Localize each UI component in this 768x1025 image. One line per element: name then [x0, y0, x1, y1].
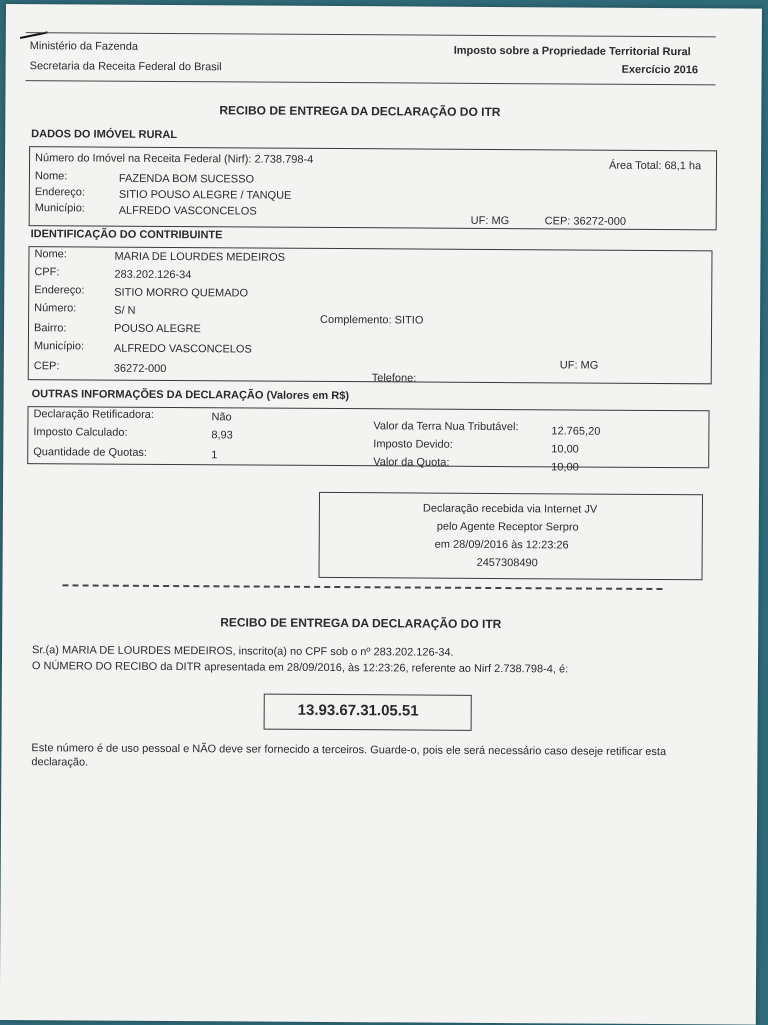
- taxpayer-name-label: Nome:: [34, 248, 67, 261]
- cut-line: [62, 584, 662, 590]
- taxpayer-number-label: Número:: [34, 302, 77, 315]
- property-section-title: DADOS DO IMÓVEL RURAL: [31, 128, 178, 142]
- property-cep: CEP: 36272-000: [544, 215, 627, 228]
- receipt-text-1: Sr.(a) MARIA DE LOURDES MEDEIROS, inscrito(a) no CPF sob o nº 283.202.126-34.: [32, 644, 454, 659]
- receipt-number: 13.93.67.31.05.51: [297, 701, 419, 720]
- taxpayer-address-value: SITIO MORRO QUEMADO: [114, 286, 249, 300]
- taxpayer-cep-label: CEP:: [33, 360, 60, 373]
- tax-name: Imposto sobre a Propriedade Territorial Rural: [453, 44, 691, 59]
- notice-line-2: declaração.: [31, 756, 89, 769]
- property-address-value: SITIO POUSO ALEGRE / TANQUE: [118, 188, 292, 202]
- taxpayer-cpf-label: CPF:: [34, 266, 60, 279]
- document-page: [0, 4, 762, 1025]
- property-address-label: Endereço:: [34, 186, 86, 199]
- secretariat-name: Secretaria da Receita Federal do Brasil: [29, 60, 222, 74]
- exercise-year: Exercício 2016: [621, 63, 699, 77]
- property-city-label: Município:: [34, 202, 85, 215]
- taxpayer-cep-value: 36272-000: [113, 362, 167, 375]
- rectifying-value: Não: [211, 411, 232, 424]
- quota-value-value: 10,00: [551, 461, 579, 474]
- taxpayer-city-label: Município:: [33, 340, 85, 353]
- reception-line-1: Declaração recebida via Internet JV: [422, 502, 598, 516]
- header-top-rule: [26, 32, 716, 37]
- receipt-text-2: O NÚMERO DO RECIBO da DITR apresentada em 28/09/2016, às 12:23:26, referente ao Nirf 2.738.798-4, é:: [31, 660, 569, 676]
- taxpayer-district-value: POUSO ALEGRE: [113, 322, 201, 336]
- quotas-value: 1: [211, 449, 218, 462]
- taxpayer-number-value: S/ N: [114, 304, 136, 317]
- area-total: Área Total: 68,1 ha: [608, 159, 702, 173]
- reception-line-2: pelo Agente Receptor Serpro: [436, 520, 579, 534]
- other-info-section-title: OUTRAS INFORMAÇÕES DA DECLARAÇÃO (Valores em R$): [31, 388, 350, 403]
- taxpayer-cpf-value: 283.202.126-34: [114, 268, 192, 282]
- notice-line-1: Este número é de uso pessoal e NÃO deve ser fornecido a terceiros. Guarde-o, pois ele será necessário caso deseje retificar esta: [31, 742, 667, 759]
- taxpayer-name-value: MARIA DE LOURDES MEDEIROS: [114, 250, 286, 264]
- property-name-value: FAZENDA BOM SUCESSO: [118, 172, 255, 186]
- taxpayer-complement: Complemento: SITIO: [320, 313, 424, 327]
- property-name-label: Nome:: [34, 170, 68, 183]
- reception-line-4: 2457308490: [476, 556, 538, 570]
- rectifying-label: Declaração Retificadora:: [33, 408, 154, 421]
- property-city-value: ALFREDO VASCONCELOS: [118, 204, 257, 218]
- land-value-value: 12.765,20: [551, 425, 601, 438]
- calc-tax-value: 8,93: [211, 429, 233, 442]
- due-tax-value: 10,00: [551, 443, 579, 456]
- taxpayer-section-title: IDENTIFICAÇÃO DO CONTRIBUINTE: [30, 228, 223, 242]
- header-bottom-rule: [26, 80, 716, 85]
- property-uf: UF: MG: [470, 214, 510, 228]
- taxpayer-address-label: Endereço:: [34, 284, 85, 297]
- quota-value-label: Valor da Quota:: [373, 456, 450, 469]
- land-value-label: Valor da Terra Nua Tributável:: [373, 420, 519, 434]
- due-tax-label: Imposto Devido:: [373, 438, 453, 451]
- ministry-name: Ministério da Fazenda: [29, 40, 139, 53]
- taxpayer-district-label: Bairro:: [33, 322, 67, 335]
- receipt-section-title: RECIBO DE ENTREGA DA DECLARAÇÃO DO ITR: [220, 615, 502, 632]
- calc-tax-label: Imposto Calculado:: [33, 426, 128, 439]
- receipt-title: RECIBO DE ENTREGA DA DECLARAÇÃO DO ITR: [219, 103, 501, 120]
- reception-line-3: em 28/09/2016 às 12:23:26: [434, 538, 569, 552]
- nirf-line: Número do Imóvel na Receita Federal (Nirf): 2.738.798-4: [35, 152, 314, 166]
- taxpayer-city-value: ALFREDO VASCONCELOS: [113, 342, 252, 356]
- quotas-label: Quantidade de Quotas:: [33, 446, 148, 459]
- taxpayer-uf: UF: MG: [559, 359, 599, 372]
- taxpayer-phone-label: Telefone:: [371, 372, 417, 385]
